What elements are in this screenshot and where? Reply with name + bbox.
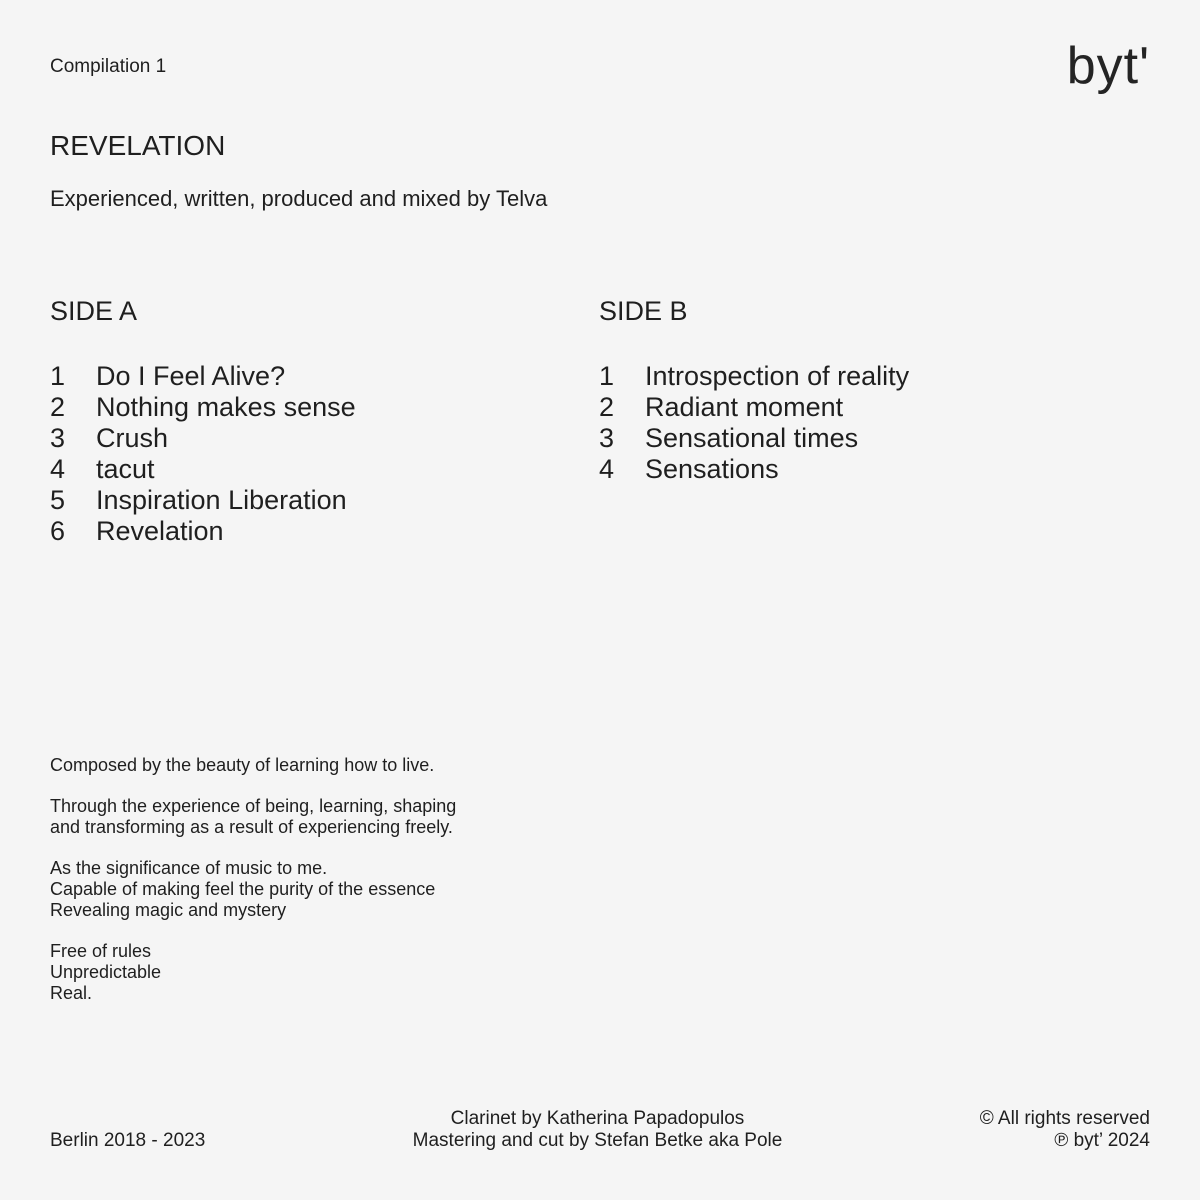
mastering-credit: Mastering and cut by Stefan Betke aka Pole: [412, 1130, 783, 1151]
track-title: Nothing makes sense: [96, 392, 356, 422]
track-number: 6: [50, 516, 66, 546]
track-item: [50, 392, 356, 423]
liner-notes: [50, 755, 456, 1024]
track-title: Crush: [96, 423, 169, 453]
track-item: [50, 485, 356, 516]
track-number: 1: [599, 361, 615, 391]
track-number: 4: [50, 454, 66, 484]
track-number: 3: [50, 423, 66, 453]
track-item: [50, 423, 356, 454]
artist-credit: Experienced, written, produced and mixed by Telva: [50, 186, 548, 211]
location-years: Berlin 2018 - 2023: [50, 1130, 206, 1151]
side-a-tracklist: [50, 361, 356, 547]
track-item: [599, 392, 909, 423]
track-number: 1: [50, 361, 66, 391]
liner-paragraph: Through the experience of being, learning, shaping and transforming as a result of experiencing freely.: [50, 796, 457, 837]
track-title: Introspection of reality: [645, 361, 910, 391]
side-b-tracklist: [599, 361, 909, 485]
track-title: Inspiration Liberation: [96, 485, 347, 515]
label-logo: byt': [1066, 37, 1150, 95]
track-title: Radiant moment: [645, 392, 844, 422]
liner-paragraph: Composed by the beauty of learning how to live.: [50, 755, 435, 775]
track-number: 4: [599, 454, 615, 484]
track-number: 5: [50, 485, 66, 515]
side-a-section: [50, 296, 356, 547]
track-number: 2: [50, 392, 66, 422]
track-title: Sensations: [645, 454, 779, 484]
liner-paragraph: As the significance of music to me. Capable of making feel the purity of the essence Revealing magic and mystery: [50, 858, 436, 920]
track-number: 3: [599, 423, 615, 453]
track-title: Do I Feel Alive?: [96, 361, 286, 391]
track-item: [599, 361, 909, 392]
track-item: [599, 423, 909, 454]
phonogram-line: ℗ byt’ 2024: [1054, 1130, 1150, 1151]
side-a-heading: SIDE A: [50, 296, 138, 326]
side-b-section: [599, 296, 909, 485]
side-b-heading: SIDE B: [599, 296, 688, 326]
copyright-line: © All rights reserved: [979, 1108, 1150, 1129]
track-title: Sensational times: [645, 423, 859, 453]
rights-notice: [980, 1108, 1150, 1152]
track-item: [50, 516, 356, 547]
track-item: [50, 361, 356, 392]
production-credits: [300, 1108, 895, 1152]
clarinet-credit: Clarinet by Katherina Papadopulos: [450, 1108, 745, 1129]
album-title: REVELATION: [50, 130, 226, 161]
compilation-label: Compilation 1: [50, 56, 167, 77]
track-item: [50, 454, 356, 485]
liner-paragraph: Free of rules Unpredictable Real.: [50, 941, 162, 1003]
track-title: tacut: [96, 454, 155, 484]
track-number: 2: [599, 392, 615, 422]
track-title: Revelation: [96, 516, 224, 546]
track-item: [599, 454, 909, 485]
